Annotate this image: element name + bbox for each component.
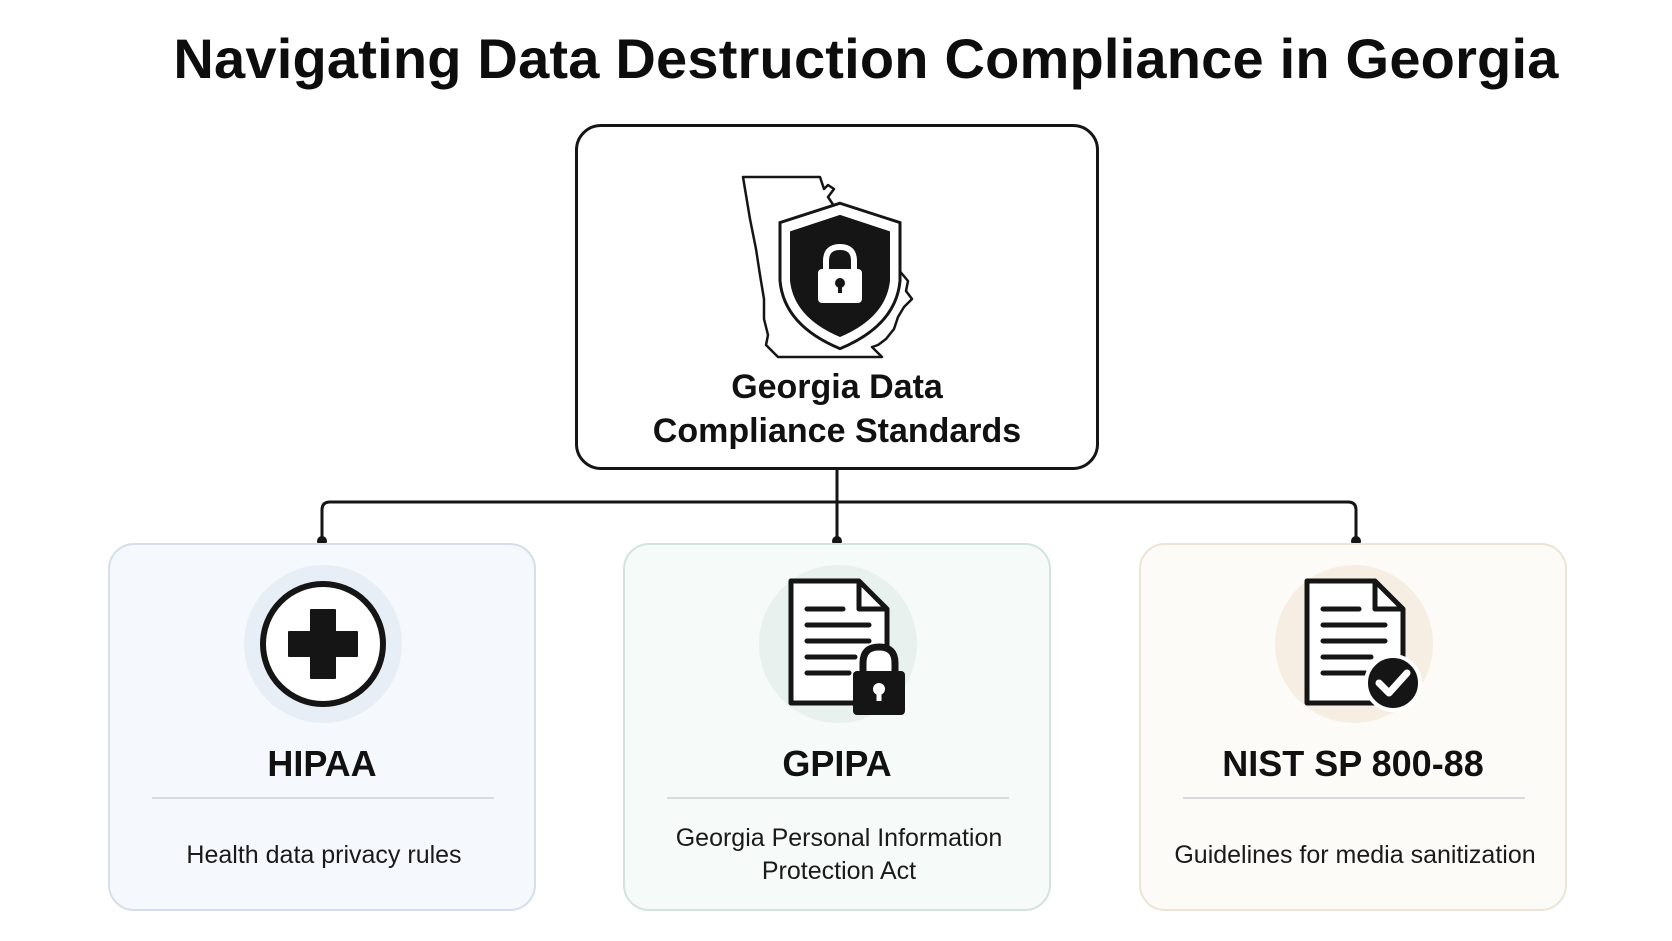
card-title: GPIPA bbox=[782, 743, 892, 784]
card-gpipa bbox=[623, 543, 1051, 911]
card-description: Health data privacy rules bbox=[186, 840, 462, 869]
card-title: HIPAA bbox=[267, 743, 377, 784]
card-hipaa bbox=[108, 543, 536, 911]
medical-cross-icon bbox=[244, 565, 402, 723]
card-description: Guidelines for media sanitization bbox=[1174, 840, 1536, 869]
connector-branch bbox=[322, 502, 1356, 541]
root-title bbox=[578, 365, 1096, 453]
card-title: NIST SP 800-88 bbox=[1222, 743, 1484, 784]
document-lock-icon bbox=[759, 565, 917, 723]
card-divider bbox=[152, 797, 494, 799]
root-node bbox=[575, 124, 1099, 470]
card-divider bbox=[1183, 797, 1525, 799]
diagram-title: Navigating Data Destruction Compliance in Georgia bbox=[173, 27, 1559, 90]
card-description: Georgia Personal Information Protection Act bbox=[675, 824, 1003, 885]
card-nist bbox=[1139, 543, 1567, 911]
root-title-line2: Compliance Standards bbox=[652, 412, 1022, 450]
root-title-line1: Georgia Data bbox=[731, 368, 943, 406]
document-check-icon bbox=[1275, 565, 1433, 723]
card-divider bbox=[667, 797, 1009, 799]
georgia-shield-lock-icon bbox=[738, 149, 948, 359]
